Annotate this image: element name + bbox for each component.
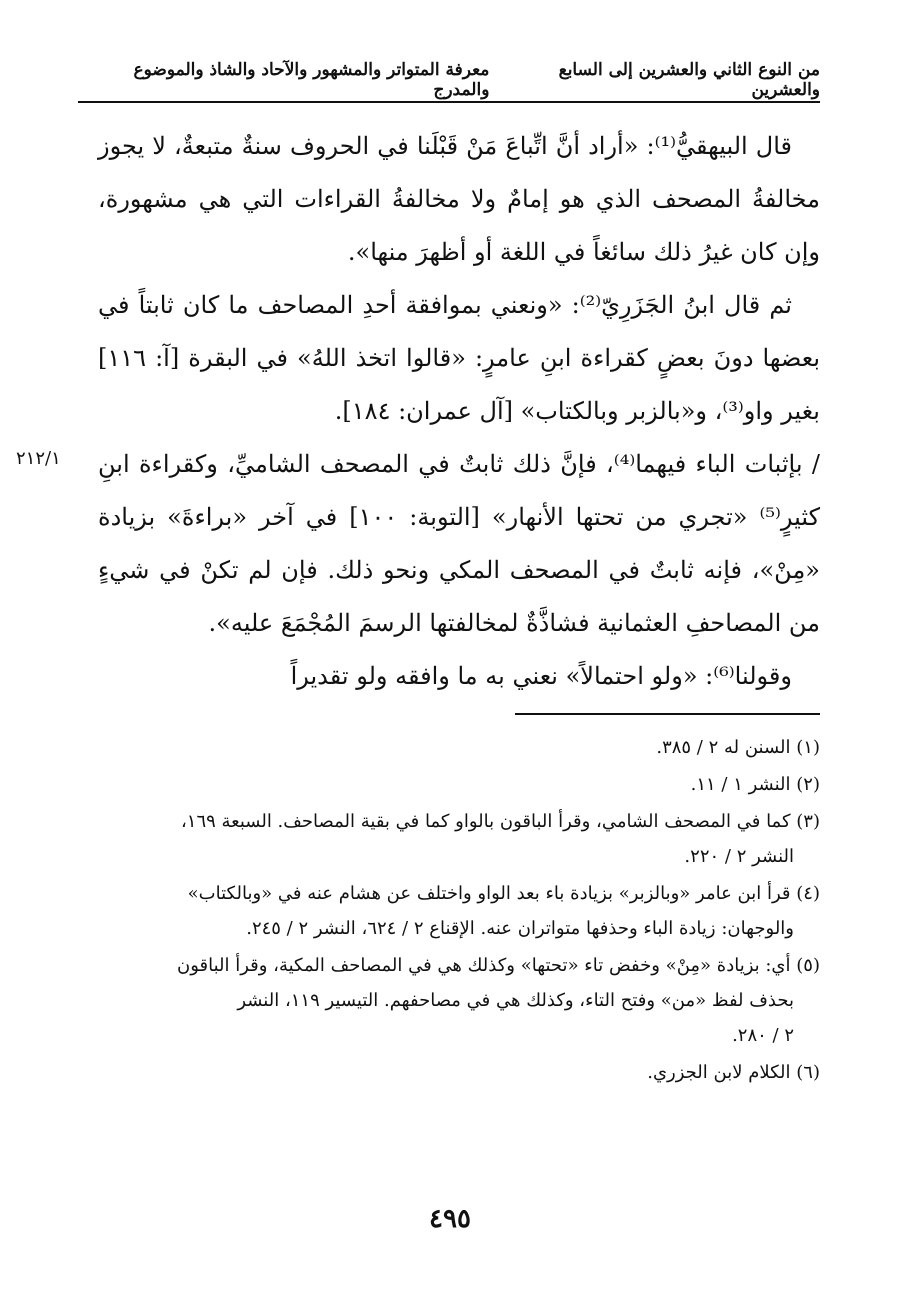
footnotes <box>98 730 820 1092</box>
footnote-2 <box>98 767 820 802</box>
paragraph-3: / بإثبات الباء فيهما⁽⁴⁾، فإنَّ ذلك ثابتٌ في المصحف الشاميِّ، وكقراءة ابنِ كثيرٍ⁽⁵⁾ «تجري من تحتها الأنهار» [التوبة: ١٠٠] في آخر «براءةَ» بزيادة «مِنْ»، فإنه ثابتٌ في المصحف المكي ونحو ذلك. فإن لم تكنْ في شيءٍ من المصاحفِ العثمانية فشاذَّةٌ لمخالفتها الرسمَ المُجْمَعَ عليه». <box>98 450 821 637</box>
footnote-text: كما في المصحف الشامي، وقرأ الباقون بالواو كما في بقية المصاحف. السبعة ١٦٩، <box>180 811 791 832</box>
footnote-number: (٥) <box>796 955 820 976</box>
margin-reference: ٢١٢/١ <box>16 448 61 469</box>
paragraph-1: قال البيهقيُّ⁽¹⁾: «أراد أنَّ اتِّباعَ مَنْ قَبْلَنا في الحروف سنةٌ متبعةٌ، لا يجوز مخالفةُ المصحف الذي هو إمامٌ ولا مخالفةُ القراءات التي هي مشهورة، وإن كان غيرُ ذلك سائغاً في اللغة أو أظهرَ منها». <box>98 132 820 266</box>
footnote-6 <box>98 1055 820 1090</box>
footnote-rule <box>515 713 820 715</box>
footnote-text: السنن له ٢ / ٣٨٥. <box>656 737 791 758</box>
footnote-number: (٣) <box>796 811 820 832</box>
footnote-4 <box>98 876 820 946</box>
header-rule <box>78 101 820 103</box>
footnote-text-continued: النشر ٢ / ٢٢٠. <box>684 846 794 867</box>
footnote-text: النشر ١ / ١١. <box>690 774 791 795</box>
footnote-text: الكلام لابن الجزري. <box>647 1062 791 1083</box>
header-right-title: من النوع الثاني والعشرين إلى السابع والعشرين <box>558 60 820 100</box>
footnote-text-continued: ٢ / ٢٨٠. <box>732 1025 794 1046</box>
paragraph-2: ثم قال ابنُ الجَزَرِيّ⁽²⁾: «ونعني بموافقة أحدِ المصاحف ما كان ثابتاً في بعضها دونَ بعضٍ كقراءة ابنِ عامرٍ: «قالوا اتخذ اللهُ» في البقرة [آ: ١١٦] بغير واو⁽³⁾، و«بالزبر وبالكتاب» [آل عمران: ١٨٤]. <box>98 291 820 425</box>
footnote-3 <box>98 804 820 874</box>
page-number: ٤٩٥ <box>429 1204 471 1234</box>
footnote-number: (٦) <box>796 1062 820 1083</box>
header-left-title: معرفة المتواتر والمشهور والآحاد والشاذ والموضوع والمدرج <box>133 60 490 100</box>
footnote-5 <box>98 948 820 1053</box>
footnote-text-continued: بحذف لفظ «من» وفتح التاء، وكذلك هي في مصاحفهم. التيسير ١١٩، النشر <box>237 990 794 1011</box>
footnote-text: أي: بزيادة «مِنْ» وخفض تاء «تحتها» وكذلك هي في المصاحف المكية، وقرأ الباقون <box>176 955 791 976</box>
footnote-text: قرأ ابن عامر «وبالزبر» بزيادة باء بعد الواو واختلف عن هشام عنه في «وبالكتاب» <box>187 883 791 904</box>
main-text <box>98 120 820 703</box>
paragraph-4: وقولنا⁽⁶⁾: «ولو احتمالاً» نعني به ما وافقه ولو تقديراً <box>290 662 792 690</box>
footnote-1 <box>98 730 820 765</box>
footnote-text-continued: والوجهان: زيادة الباء وحذفها متواتران عنه. الإقناع ٢ / ٦٢٤، النشر ٢ / ٢٤٥. <box>246 918 794 939</box>
footnote-number: (٢) <box>796 774 820 795</box>
footnote-number: (١) <box>796 737 820 758</box>
running-header <box>78 62 820 98</box>
footnote-number: (٤) <box>796 883 820 904</box>
